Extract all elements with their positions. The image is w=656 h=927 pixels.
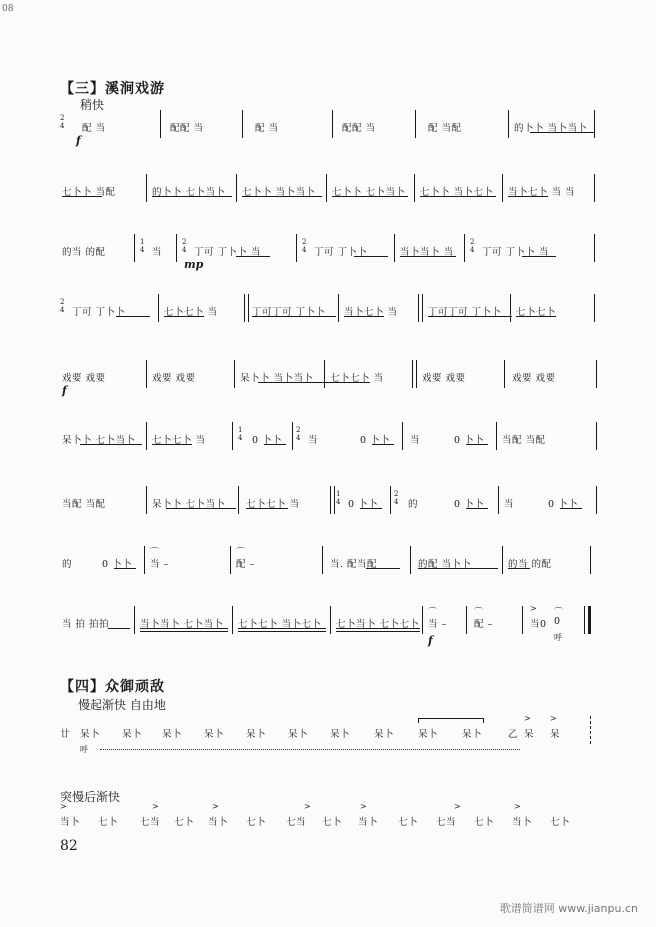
time-signature: 2 4	[470, 238, 475, 254]
tie-icon	[418, 718, 484, 723]
fermata-icon: ⌒	[236, 548, 246, 558]
measure: 配 当	[82, 123, 106, 134]
section-3-tempo: 稍快	[80, 98, 105, 112]
barline	[232, 606, 233, 634]
beam	[238, 631, 326, 632]
time-signature: 2 4	[302, 238, 307, 254]
measure: 丁可 丁卜卜	[72, 307, 126, 318]
measure: 当 拍 拍拍	[62, 619, 110, 630]
beam	[164, 316, 204, 317]
measure: 七卜卜 当配	[62, 187, 116, 198]
measure: 戏要 戏要	[512, 373, 556, 384]
barline	[230, 546, 231, 574]
measure: 七卜七卜 当	[330, 373, 384, 384]
measure: 的	[62, 559, 73, 570]
beam	[354, 256, 388, 257]
score-row-3	[60, 238, 600, 284]
time-signature: 2 4	[296, 426, 301, 442]
barline	[504, 360, 505, 388]
measure: 呆卜卜 七卜当卜	[62, 435, 136, 446]
measure: 七卜七卜	[516, 307, 557, 318]
barline	[134, 234, 135, 262]
note: 七卜	[322, 817, 343, 828]
dotted-extension-line	[100, 749, 520, 750]
beam	[428, 316, 512, 317]
beam	[62, 196, 102, 197]
barline	[590, 546, 591, 574]
barline	[502, 546, 503, 574]
measure: 七卜七卜 当	[246, 499, 300, 510]
score-row-9	[60, 604, 600, 656]
beam	[466, 444, 488, 445]
measure: 的配 当卜卜	[418, 559, 472, 570]
note: 呆卜	[418, 729, 439, 740]
beam	[516, 316, 556, 317]
note: 呆卜	[122, 729, 143, 740]
barline	[146, 486, 147, 514]
final-barline	[584, 606, 591, 634]
measure: 丁可 丁卜卜	[314, 247, 368, 258]
note: 呆卜	[462, 729, 483, 740]
barline	[594, 234, 595, 262]
accent-icon: >	[454, 802, 461, 811]
score-row-2	[60, 184, 600, 224]
note: 呆卜	[330, 729, 351, 740]
beam	[530, 132, 594, 133]
barline	[324, 360, 325, 388]
corner-mark: 08	[2, 4, 14, 14]
measure: 呆卜卜 七卜当卜	[152, 499, 226, 510]
barline	[390, 486, 391, 514]
beam	[80, 444, 142, 445]
barline	[146, 174, 147, 202]
accent-icon: >	[530, 604, 537, 613]
section-3-title: 【三】溪涧戏游	[60, 81, 165, 97]
barline	[242, 110, 243, 138]
measure: 七卜七卜 当	[164, 307, 218, 318]
barline	[158, 294, 159, 322]
measure: 当0	[530, 619, 547, 630]
barline	[502, 174, 503, 202]
barline	[464, 234, 465, 262]
note: 当卜	[512, 817, 533, 828]
fermata-icon: ⌒	[474, 608, 484, 618]
measure: 戏要 戏要	[62, 373, 106, 384]
score-row-1	[60, 114, 600, 160]
time-signature: 2 4	[60, 298, 65, 314]
beam	[140, 628, 228, 629]
note: 呆卜	[80, 729, 101, 740]
measure: 丁可 丁卜卜 当	[482, 247, 550, 258]
free-meter-mark: 廿	[60, 729, 71, 740]
accent-icon: >	[60, 802, 67, 811]
barline	[394, 234, 395, 262]
beam	[152, 444, 192, 445]
beam	[420, 196, 496, 197]
beam	[360, 508, 382, 509]
hu-mark: 呼	[80, 745, 89, 754]
measure: 0	[554, 616, 561, 627]
barline	[330, 486, 335, 514]
accent-icon: >	[212, 802, 219, 811]
note: 七当	[140, 817, 161, 828]
note: 当卜	[208, 817, 229, 828]
beam	[116, 316, 150, 317]
note: 乙	[508, 729, 519, 740]
measure: 配 当配	[428, 123, 462, 134]
measure: 配 –	[474, 619, 493, 630]
barline	[596, 422, 597, 450]
note: 七卜	[246, 817, 267, 828]
watermark: 歌谱简谱网 www.jianpu.cn	[499, 902, 638, 915]
section-4-tempo-2: 突慢后渐快	[60, 790, 121, 804]
measure: 丁可丁可 丁卜卜	[428, 307, 502, 318]
note: 呆卜	[288, 729, 309, 740]
measure: 当	[410, 435, 421, 446]
time-signature: 1 4	[140, 238, 145, 254]
barline	[236, 174, 237, 202]
barline	[594, 294, 595, 322]
barline	[296, 234, 297, 262]
score-row-11	[60, 802, 600, 854]
accent-icon: >	[304, 802, 311, 811]
note: 七当	[436, 817, 457, 828]
accent-icon: >	[524, 714, 531, 723]
beam	[166, 508, 236, 509]
note: 呆卜	[162, 729, 183, 740]
beam	[508, 568, 530, 569]
barline	[418, 294, 423, 322]
measure: 配配 当	[170, 123, 204, 134]
beam	[508, 196, 548, 197]
measure: 的卜卜 当卜当卜	[514, 123, 588, 134]
score-row-8	[60, 548, 600, 596]
beam	[522, 256, 556, 257]
dynamic-mark: mp	[184, 258, 204, 271]
barline	[496, 422, 497, 450]
accent-icon: >	[514, 802, 521, 811]
measure: 的卜卜 七卜当卜	[152, 187, 226, 198]
beam	[332, 196, 408, 197]
beam	[236, 256, 270, 257]
measure: 当卜当卜 七卜当卜	[140, 619, 224, 630]
note: 呆	[550, 729, 561, 740]
barline	[412, 360, 417, 388]
barline	[144, 546, 145, 574]
measure: 当	[504, 499, 515, 510]
section-4-tempo: 慢起渐快 自由地	[78, 698, 166, 712]
note: 当卜	[60, 817, 81, 828]
measure: 当配 当配	[62, 499, 106, 510]
beam	[330, 382, 370, 383]
barline	[594, 174, 595, 202]
note: 七卜	[398, 817, 419, 828]
beam	[108, 628, 130, 629]
barline	[292, 422, 293, 450]
barline	[510, 294, 511, 322]
beam	[400, 256, 456, 257]
measure: 丁可丁可 丁卜卜	[252, 307, 326, 318]
barline	[146, 360, 147, 388]
score-row-7	[60, 490, 600, 536]
barline	[508, 110, 509, 138]
barline	[146, 422, 147, 450]
beam	[466, 508, 488, 509]
barline	[414, 174, 415, 202]
barline	[596, 486, 597, 514]
beam	[344, 316, 384, 317]
note: 呆卜	[374, 729, 395, 740]
measure: 0 卜卜	[102, 559, 133, 570]
barline	[596, 360, 597, 388]
beam	[366, 568, 400, 569]
hu-mark: 呼	[554, 633, 563, 642]
accent-icon: >	[550, 714, 557, 723]
score-row-5	[60, 370, 600, 410]
barline	[522, 606, 523, 634]
measure: 的	[408, 499, 419, 510]
measure: 七卜卜 当卜当卜	[242, 187, 316, 198]
time-signature: 2 4	[60, 114, 65, 130]
barline	[415, 110, 416, 138]
measure: 0 卜卜	[548, 499, 579, 510]
note: 七卜	[474, 817, 495, 828]
page-number: 82	[60, 838, 78, 854]
beam	[242, 196, 322, 197]
note: 七卜	[174, 817, 195, 828]
time-signature: 2 4	[182, 238, 187, 254]
beam	[336, 631, 420, 632]
note: 呆卜	[204, 729, 225, 740]
dynamic-mark: f	[76, 134, 81, 147]
time-signature: 2 4	[394, 490, 399, 506]
measure: 配 –	[236, 559, 255, 570]
fermata-icon: ⌒	[554, 608, 564, 618]
measure: 当 –	[428, 619, 447, 630]
beam	[152, 196, 232, 197]
note: 七卜	[98, 817, 119, 828]
fermata-icon: ⌒	[428, 608, 438, 618]
barline	[232, 422, 233, 450]
measure: 七卜七卜 当卜七卜	[238, 619, 322, 630]
score-row-10	[60, 714, 600, 766]
measure: 戏要 戏要	[422, 373, 466, 384]
note: 呆	[524, 729, 535, 740]
beam	[418, 568, 498, 569]
measure: 0 卜卜	[454, 499, 485, 510]
barline	[134, 606, 135, 634]
measure: 配配 当	[342, 123, 376, 134]
barline	[234, 360, 235, 388]
barline	[238, 486, 239, 514]
measure: 七卜七卜 当	[152, 435, 206, 446]
section-4-title: 【四】众御顽敌	[60, 679, 165, 695]
barline	[422, 606, 423, 634]
time-signature: 1 4	[238, 426, 243, 442]
score-row-6	[60, 426, 600, 472]
beam	[560, 508, 582, 509]
dynamic-mark: f	[62, 384, 67, 397]
measure: 0 卜卜	[348, 499, 379, 510]
barline	[402, 422, 403, 450]
barline	[326, 174, 327, 202]
beam	[140, 631, 228, 632]
measure: 呆卜卜 当卜当卜	[240, 373, 314, 384]
measure: 0 卜卜	[252, 435, 283, 446]
beam	[372, 444, 394, 445]
measure: 当 –	[150, 559, 169, 570]
measure: 当卜七卜 当 当	[508, 187, 576, 198]
beam	[114, 568, 136, 569]
note: 七当	[286, 817, 307, 828]
barline	[244, 294, 249, 322]
score-row-4	[60, 298, 600, 344]
measure: 的当 的配	[508, 559, 552, 570]
barline	[498, 486, 499, 514]
measure: 七卜卜 七卜当卜	[332, 187, 406, 198]
measure: 当配 当配	[502, 435, 546, 446]
measure: 0 卜卜	[360, 435, 391, 446]
barline	[332, 110, 333, 138]
measure: 戏要 戏要	[152, 373, 196, 384]
barline	[176, 234, 177, 262]
barline	[594, 110, 595, 138]
time-signature: 1 4	[336, 490, 341, 506]
measure: 丁可 丁卜卜 当	[194, 247, 262, 258]
accent-icon: >	[360, 802, 367, 811]
measure: 的当 的配	[62, 247, 106, 258]
measure: 当. 配当配	[330, 559, 378, 570]
measure: 当卜七卜 当	[344, 307, 398, 318]
measure: 配 当	[255, 123, 279, 134]
beam	[238, 628, 326, 629]
measure: 当	[152, 247, 163, 258]
dynamic-mark: f	[428, 634, 433, 647]
barline	[338, 294, 339, 322]
barline	[466, 606, 467, 634]
beam	[336, 628, 420, 629]
measure: 0 卜卜	[454, 435, 485, 446]
measure: 当	[308, 435, 319, 446]
measure: 七卜卜 当卜七卜	[420, 187, 494, 198]
barline	[160, 110, 161, 138]
fermata-icon: ⌒	[150, 548, 160, 558]
note: 呆卜	[246, 729, 267, 740]
measure: 当卜当卜 当	[400, 247, 454, 258]
accent-icon: >	[152, 802, 159, 811]
dashed-barline	[590, 716, 591, 744]
beam	[246, 508, 288, 509]
barline	[322, 546, 323, 574]
note: 当卜	[358, 817, 379, 828]
barline	[410, 546, 411, 574]
barline	[330, 606, 331, 634]
measure: 七卜当卜 七卜七卜	[336, 619, 420, 630]
beam	[264, 444, 286, 445]
beam	[252, 316, 336, 317]
note: 七卜	[550, 817, 571, 828]
